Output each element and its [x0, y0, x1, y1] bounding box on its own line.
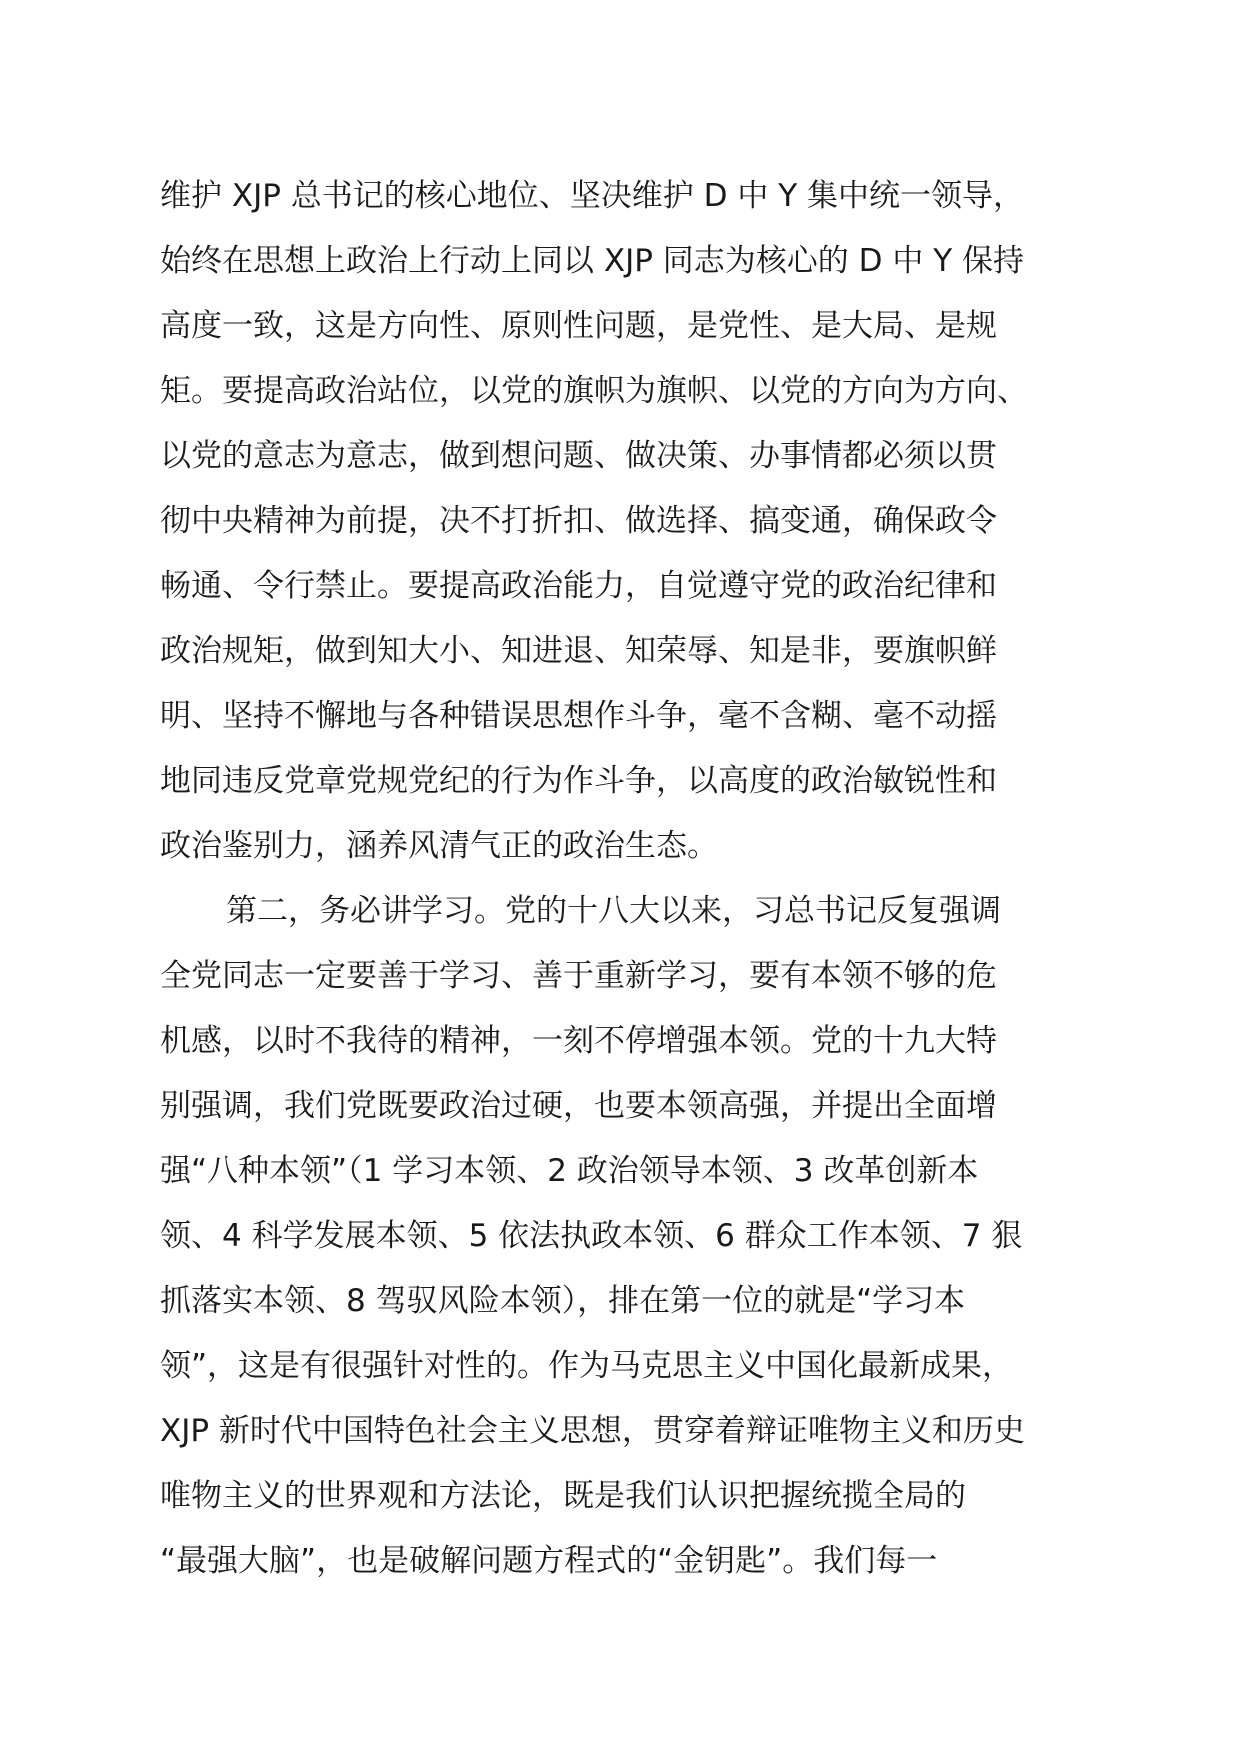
- text-line: 唯物主义的世界观和方法论，既是我们认识把握统揽全局的: [160, 1478, 966, 1514]
- text-line: 矩。要提高政治站位，以党的旗帜为旗帜、以党的方向为方向、: [160, 373, 1028, 409]
- text-line: 始终在思想上政治上行动上同以 XJP 同志为核心的 D 中 Y 保持: [160, 243, 1025, 279]
- text-line: 政治规矩，做到知大小、知进退、知荣辱、知是非，要旗帜鲜: [160, 633, 997, 669]
- text-line: 机感，以时不我待的精神，一刻不停增强本领。党的十九大特: [160, 1023, 997, 1059]
- text-line: XJP 新时代中国特色社会主义思想，贯穿着辩证唯物主义和历史: [160, 1413, 1025, 1449]
- text-line: 高度一致，这是方向性、原则性问题，是党性、是大局、是规: [160, 308, 997, 344]
- text-line: 领”，这是有很强针对性的。作为马克思主义中国化最新成果，: [160, 1348, 1014, 1384]
- text-line: “最强大脑”，也是破解问题方程式的“金钥匙”。我们每一: [160, 1543, 938, 1579]
- text-line: 以党的意志为意志，做到想问题、做决策、办事情都必须以贯: [160, 438, 997, 474]
- text-line: 彻中央精神为前提，决不打折扣、做选择、搞变通，确保政令: [160, 503, 997, 539]
- text-line: 地同违反党章党规党纪的行为作斗争，以高度的政治敏锐性和: [160, 763, 997, 799]
- text-line: 明、坚持不懈地与各种错误思想作斗争，毫不含糊、毫不动摇: [160, 698, 997, 734]
- body-text: [160, 164, 1120, 1594]
- text-line: 政治鉴别力，涵养风清气正的政治生态。: [160, 828, 718, 864]
- text-line: 别强调，我们党既要政治过硬，也要本领高强，并提出全面增: [160, 1088, 997, 1124]
- text-line: 强“八种本领”（1 学习本领、2 政治领导本领、3 改革创新本: [160, 1153, 979, 1189]
- text-line: 维护 XJP 总书记的核心地位、坚决维护 D 中 Y 集中统一领导，: [160, 178, 1025, 214]
- text-line: 领、4 科学发展本领、5 依法执政本领、6 群众工作本领、7 狠: [160, 1218, 1023, 1254]
- text-line: 全党同志一定要善于学习、善于重新学习，要有本领不够的危: [160, 958, 997, 994]
- text-line: 畅通、令行禁止。要提高政治能力，自觉遵守党的政治纪律和: [160, 568, 997, 604]
- paragraph-start-line: 第二，务必讲学习。党的十八大以来，习总书记反复强调: [226, 893, 1001, 929]
- text-line: 抓落实本领、8 驾驭风险本领），排在第一位的就是“学习本: [160, 1283, 966, 1319]
